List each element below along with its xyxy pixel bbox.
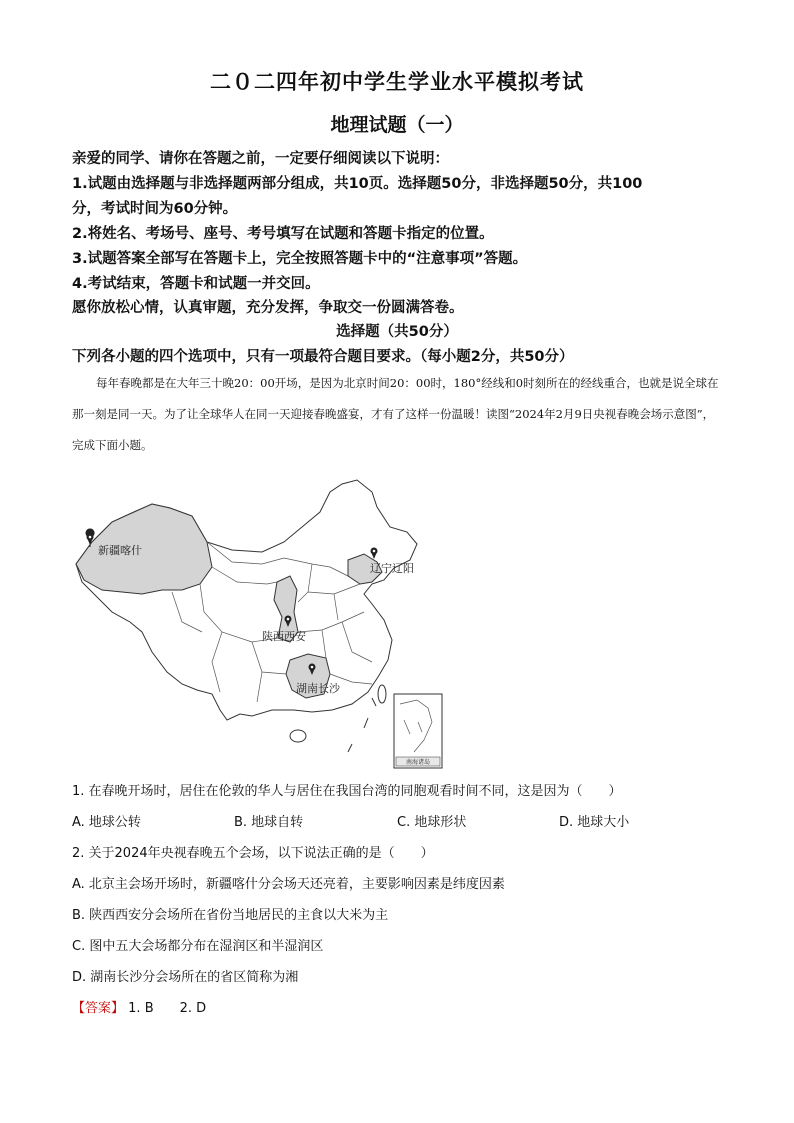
- reading-material: 每年春晚都是在大年三十晚20：00开场，是因为北京时间20：00时，180°经线和0时刻所在的经线重合，也就是说全球在那一刻是同一天。为了让全球华人在同一天迎接春晚盛宴，才有了这样一份温暖！读图“2024年2月9日央视春晚会场示意图”，完成下面小题。: [72, 376, 719, 452]
- instruction-3: 3.试题答案全部写在答题卡上，完全按照答题卡中的“注意事项”答题。: [72, 251, 528, 267]
- taiwan-island: [378, 685, 386, 703]
- exam-subtitle: 地理试题（一）: [330, 114, 464, 136]
- label-shaanxi-xian: 陕西西安: [262, 630, 306, 643]
- section-title: 选择题（共50分）: [336, 324, 458, 340]
- q1-option-a: A. 地球公转: [72, 815, 141, 830]
- q1-option-b: B. 地球自转: [234, 815, 304, 830]
- label-liaoning-liaoyang: 辽宁辽阳: [370, 562, 414, 575]
- section-directive: 下列各小题的四个选项中，只有一项最符合题目要求。（每小题2分，共50分）: [72, 349, 574, 365]
- instruction-1: 1.试题由选择题与非选择题两部分组成，共10页。选择题50分，非选择题50分，共100: [72, 176, 643, 192]
- question-1-stem: 1. 在春晚开场时，居住在伦敦的华人与居住在我国台湾的同胞观看时间不同，这是因为（ ）: [72, 784, 622, 799]
- q1-option-c: C. 地球形状: [397, 815, 467, 830]
- question-2-stem: 2. 关于2024年央视春晚五个会场，以下说法正确的是（ ）: [72, 846, 434, 861]
- answer-line: [72, 997, 206, 1016]
- instruction-intro: 亲爱的同学、请你在答题之前，一定要仔细阅读以下说明：: [72, 151, 449, 167]
- answer-text: 1. B 2. D: [128, 1001, 207, 1016]
- label-hunan-changsha: 湖南长沙: [296, 682, 340, 695]
- china-map: [72, 472, 452, 772]
- instruction-4: 4.考试结束，答题卡和试题一并交回。: [72, 276, 320, 292]
- region-xinjiang: [76, 504, 212, 594]
- dash-line: [348, 698, 376, 752]
- instruction-closing: 愿你放松心情，认真审题，充分发挥，争取交一份圆满答卷。: [72, 300, 464, 316]
- hainan-island: [290, 730, 306, 742]
- q2-option-a: A. 北京主会场开场时，新疆喀什分会场天还亮着，主要影响因素是纬度因素: [72, 877, 505, 892]
- q2-option-c: C. 图中五大会场都分布在湿润区和半湿润区: [72, 939, 324, 954]
- q1-option-d: D. 地球大小: [559, 815, 630, 830]
- answer-tag: 【答案】: [72, 1001, 125, 1016]
- inset-label: 南海诸岛: [405, 759, 431, 766]
- q2-option-b: B. 陕西西安分会场所在省份当地居民的主食以大米为主: [72, 908, 389, 923]
- instruction-2: 2.将姓名、考场号、座号、考号填写在试题和答题卡指定的位置。: [72, 226, 494, 242]
- q2-option-d: D. 湖南长沙分会场所在的省区简称为湘: [72, 970, 299, 985]
- exam-title: 二０二四年初中学生学业水平模拟考试: [210, 70, 584, 94]
- label-xinjiang-kashgar: 新疆喀什: [98, 544, 142, 557]
- instruction-1-cont: 分，考试时间为60分钟。: [72, 201, 238, 217]
